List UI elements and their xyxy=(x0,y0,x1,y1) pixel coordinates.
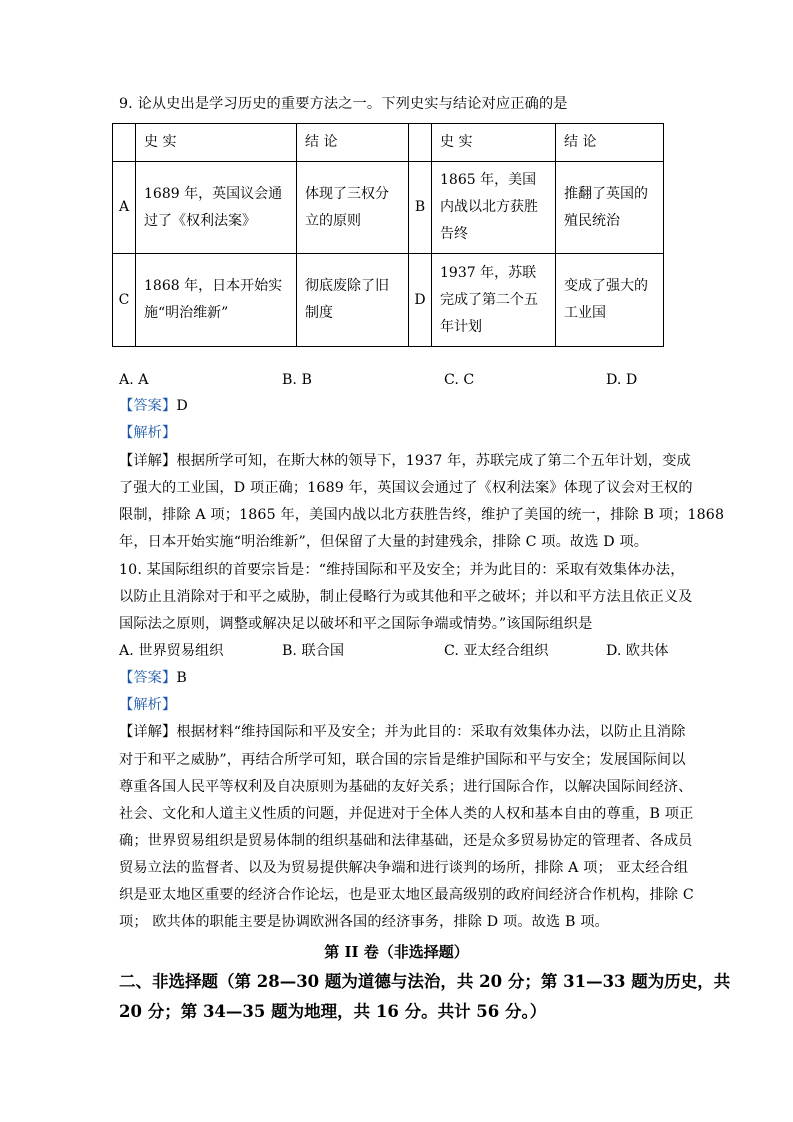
q10-analysis xyxy=(119,695,176,715)
conclusion-cell: 彻底废除了旧制度 xyxy=(297,254,409,347)
q10-detail-line: 确；世界贸易组织是贸易体制的组织基础和法律基础，还是众多贸易协定的管理者、各成员 xyxy=(119,833,693,849)
row-letter: C xyxy=(113,254,136,347)
table-corner-cell xyxy=(113,124,136,162)
table-mid-cell xyxy=(409,124,432,162)
q10-detail-line: 项； 欧共体的职能主要是协调欧洲各国的经济事务，排除 D 项。故选 B 项。 xyxy=(119,914,609,930)
q10-detail-line: 尊重各国人民平等权利及自决原则为基础的友好关系；进行国际合作，以解决国际间经济、 xyxy=(119,779,693,795)
q10-answer xyxy=(119,668,187,688)
section-heading-line: 二、非选择题（第 28—30 题为道德与法治，共 20 分；第 31—33 题为历史，共 xyxy=(119,972,731,991)
q9-table xyxy=(112,123,664,347)
q10-detail-line: 织是亚太地区重要的经济合作论坛，也是亚太地区最高级别的政府间经济合作机构，排除 C xyxy=(119,887,694,903)
q10-option-d: D. 欧共体 xyxy=(606,643,669,659)
q10-detail-line: 对于和平之威胁”，再结合所学可知，联合国的宗旨是维护国际和平与安全；发展国际间以 xyxy=(119,752,686,768)
analysis-label: 【解析】 xyxy=(119,425,177,441)
q10-option-a: A. 世界贸易组织 xyxy=(119,643,224,659)
q10-detail-line xyxy=(119,722,686,742)
detail-label: 【详解】 xyxy=(119,724,177,740)
q10-detail-line: 社会、文化和人道主义性质的问题，并促进对于全体人类的人权和基本自由的尊重，B 项正 xyxy=(119,806,694,822)
conclusion-cell: 推翻了英国的殖民统治 xyxy=(556,162,664,254)
q10-question-line: 国际法之原则，调整或解决足以破坏和平之国际争端或情势。”该国际组织是 xyxy=(119,616,593,632)
q9-option-a: A. A xyxy=(119,372,149,388)
fact-cell: 1865 年，美国内战以北方获胜告终 xyxy=(432,162,556,254)
header-fact: 史 实 xyxy=(432,124,556,162)
q9-option-c: C. C xyxy=(444,372,475,388)
q9-detail-line xyxy=(119,451,691,471)
q9-analysis xyxy=(119,423,176,443)
section-heading-line: 20 分；第 34—35 题为地理，共 16 分。共计 56 分。） xyxy=(119,1002,547,1021)
answer-value: D xyxy=(176,398,188,414)
q9-question: 9. 论从史出是学习历史的重要方法之一。下列史实与结论对应正确的是 xyxy=(119,96,568,112)
answer-value: B xyxy=(176,670,187,686)
header-conclusion: 结 论 xyxy=(297,124,409,162)
conclusion-cell: 体现了三权分立的原则 xyxy=(297,162,409,254)
part-title: 第 II 卷（非选择题） xyxy=(324,943,469,961)
answer-label: 【答案】 xyxy=(119,670,177,686)
table-row xyxy=(113,254,664,347)
q9-detail-line: 了强大的工业国，D 项正确；1689 年，英国议会通过了《权利法案》体现了议会对王权的 xyxy=(119,480,693,496)
q9-detail-line: 限制，排除 A 项；1865 年，美国内战以北方获胜告终，维护了美国的统一，排除 B 项；1868 xyxy=(119,507,725,523)
detail-label: 【详解】 xyxy=(119,453,177,469)
table-row xyxy=(113,162,664,254)
header-conclusion: 结 论 xyxy=(556,124,664,162)
q10-option-c: C. 亚太经合组织 xyxy=(444,643,549,659)
q9-detail-line: 年，日本开始实施“明治维新”，但保留了大量的封建残余，排除 C 项。故选 D 项。 xyxy=(119,534,649,550)
conclusion-cell: 变成了强大的工业国 xyxy=(556,254,664,347)
q10-question-line: 10. 某国际组织的首要宗旨是：“维持国际和平及安全；并为此目的：采取有效集体办法， xyxy=(119,562,685,578)
fact-cell: 1868 年，日本开始实施“明治维新” xyxy=(136,254,297,347)
fact-cell: 1689 年，英国议会通过了《权利法案》 xyxy=(136,162,297,254)
q9-option-d: D. D xyxy=(606,372,638,388)
q9-option-b: B. B xyxy=(282,372,312,388)
q10-option-b: B. 联合国 xyxy=(282,643,345,659)
q9-answer xyxy=(119,396,188,416)
detail-text: 根据所学可知，在斯大林的领导下，1937 年，苏联完成了第二个五年计划，变成 xyxy=(176,453,691,469)
row-letter: B xyxy=(409,162,432,254)
detail-text: 根据材料“维持国际和平及安全；并为此目的：采取有效集体办法，以防止且消除 xyxy=(176,724,686,740)
row-letter: A xyxy=(113,162,136,254)
header-fact: 史 实 xyxy=(136,124,297,162)
q10-detail-line: 贸易立法的监督者、以及为贸易提供解决争端和进行谈判的场所，排除 A 项； 亚太经合组 xyxy=(119,860,689,876)
fact-cell: 1937 年，苏联完成了第二个五年计划 xyxy=(432,254,556,347)
analysis-label: 【解析】 xyxy=(119,697,177,713)
q10-question-line: 以防止且消除对于和平之威胁，制止侵略行为或其他和平之破坏；并以和平方法且依正义及 xyxy=(119,589,693,605)
row-letter: D xyxy=(409,254,432,347)
answer-label: 【答案】 xyxy=(119,398,177,414)
